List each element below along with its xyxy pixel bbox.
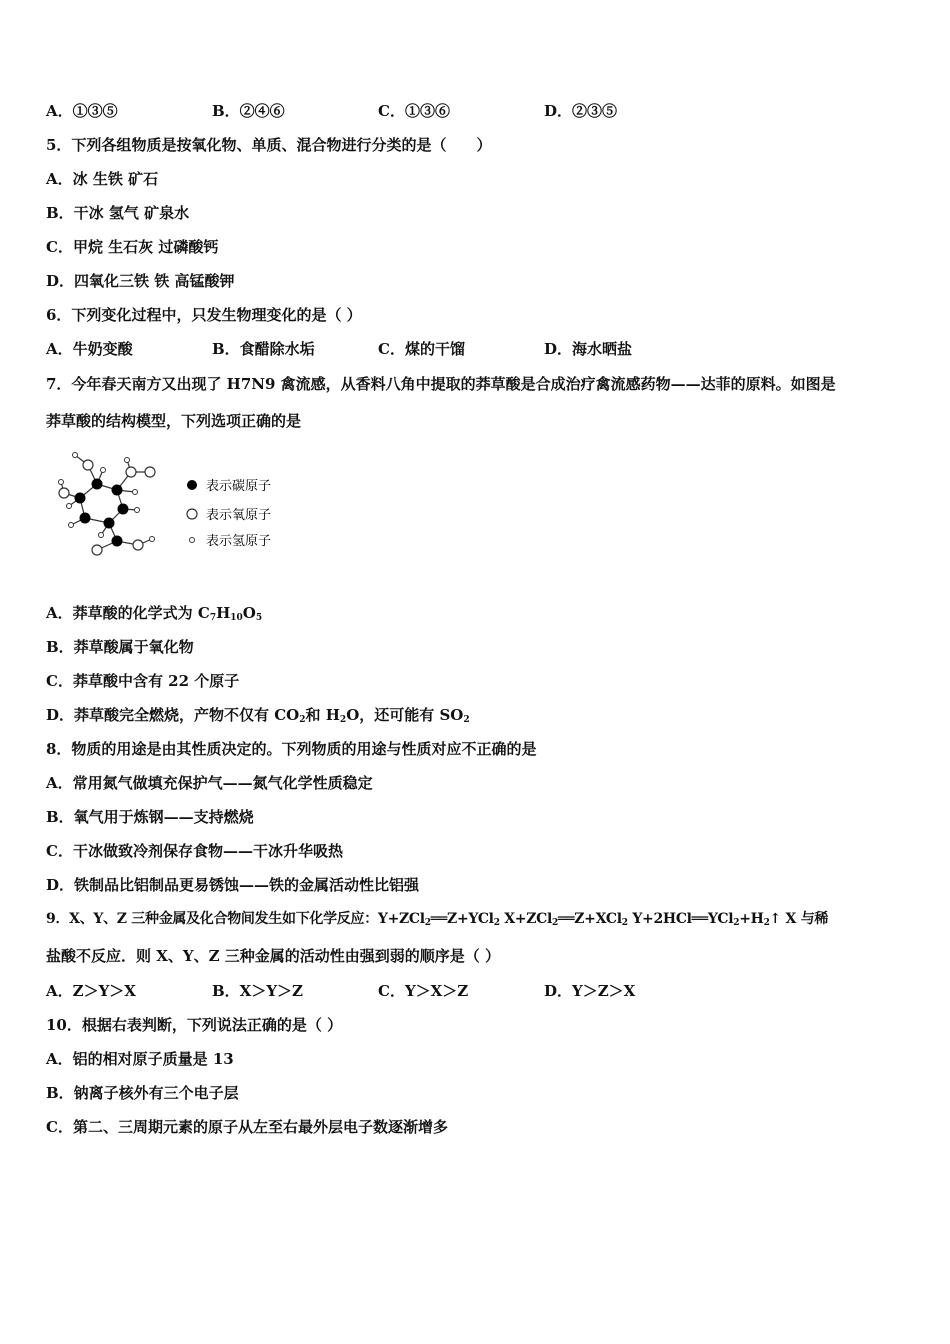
q8-stem: 8．物质的用途是由其性质决定的。下列物质的用途与性质对应不正确的是 bbox=[46, 740, 537, 758]
hydrogen-atom-icon bbox=[190, 538, 195, 543]
q5-option-c[interactable]: C．甲烷 生石灰 过磷酸钙 bbox=[46, 238, 219, 256]
q6-option-a[interactable]: A．牛奶变酸 bbox=[46, 340, 133, 358]
q9-option-b[interactable]: B．X＞Y＞Z bbox=[212, 982, 303, 1000]
carbon-atom-icon bbox=[187, 480, 197, 490]
q4-option-a[interactable]: A．①③⑤ bbox=[46, 102, 118, 120]
q5-option-d[interactable]: D．四氧化三铁 铁 高锰酸钾 bbox=[46, 272, 235, 290]
q6-option-d[interactable]: D．海水晒盐 bbox=[544, 340, 633, 358]
q8-option-c[interactable]: C．干冰做致冷剂保存食物——干冰升华吸热 bbox=[46, 842, 343, 860]
q10-option-c[interactable]: C．第二、三周期元素的原子从左至右最外层电子数逐渐增多 bbox=[46, 1118, 448, 1136]
q8-option-a[interactable]: A．常用氮气做填充保护气——氮气化学性质稳定 bbox=[46, 774, 373, 792]
q7-stem-line1: 7．今年春天南方又出现了 H7N9 禽流感，从香料八角中提取的莽草酸是合成治疗禽流感药物——达菲的原料。如图是 bbox=[46, 375, 836, 393]
q7-option-d[interactable]: D．莽草酸完全燃烧，产物不仅有 $CO_2$和 $H_2O$，还可能有 $SO_2$ bbox=[46, 706, 470, 725]
q9-option-a[interactable]: A．Z＞Y＞X bbox=[46, 982, 136, 1000]
q7-option-a[interactable]: A．莽草酸的化学式为 $C_7H_{10}O_5$ bbox=[46, 604, 263, 623]
q4-option-d[interactable]: D．②③⑤ bbox=[544, 102, 618, 120]
q6-option-c[interactable]: C．煤的干馏 bbox=[378, 340, 465, 358]
legend-oxygen-label: 表示氧原子 bbox=[206, 508, 272, 523]
legend-carbon-label: 表示碳原子 bbox=[206, 479, 272, 494]
q10-stem: 10．根据右表判断，下列说法正确的是（ ） bbox=[46, 1016, 343, 1034]
q6-option-b[interactable]: B．食醋除水垢 bbox=[212, 340, 315, 358]
q9-option-d[interactable]: D．Y＞Z＞X bbox=[544, 982, 636, 1000]
q7-option-b[interactable]: B．莽草酸属于氧化物 bbox=[46, 638, 194, 656]
q7-option-c[interactable]: C．莽草酸中含有 22 个原子 bbox=[46, 672, 240, 690]
q4-options bbox=[46, 101, 710, 121]
q7-stem-line2: 莽草酸的结构模型，下列选项正确的是 bbox=[46, 412, 302, 430]
model-legend bbox=[187, 478, 271, 549]
q10-option-b[interactable]: B．钠离子核外有三个电子层 bbox=[46, 1084, 239, 1102]
q5-option-b[interactable]: B．干冰 氢气 矿泉水 bbox=[46, 204, 190, 222]
q5-stem: 5．下列各组物质是按氧化物、单质、混合物进行分类的是（ ） bbox=[46, 136, 492, 154]
q8-option-b[interactable]: B．氧气用于炼钢——支持燃烧 bbox=[46, 808, 254, 826]
q4-option-b[interactable]: B．②④⑥ bbox=[212, 102, 285, 120]
q10-option-a[interactable]: A．铝的相对原子质量是 13 bbox=[46, 1050, 234, 1068]
q8-option-d[interactable]: D．铁制品比铝制品更易锈蚀——铁的金属活动性比铝强 bbox=[46, 876, 420, 894]
q6-stem: 6．下列变化过程中，只发生物理变化的是（ ） bbox=[46, 306, 362, 324]
q9-options bbox=[46, 981, 710, 1001]
shikimic-acid-structure-model bbox=[55, 448, 295, 563]
legend-hydrogen-label: 表示氢原子 bbox=[206, 534, 272, 549]
q9-option-c[interactable]: C．Y＞X＞Z bbox=[378, 982, 469, 1000]
q9-stem-line1: 9．X、Y、Z 三种金属及化合物间发生如下化学反应：Y+ZCl$_2$══Z+YCl$_2$ X+ZCl$_2$══Z+XCl$_2$ $Y+2HCl══YCl_2+H_2↑$ X 与稀 bbox=[46, 911, 829, 928]
q9-stem-line2: 盐酸不反应．则 X、Y、Z 三种金属的活动性由强到弱的顺序是（ ） bbox=[46, 947, 500, 965]
oxygen-atom-icon bbox=[187, 509, 197, 519]
q6-options bbox=[46, 339, 710, 359]
q5-option-a[interactable]: A．冰 生铁 矿石 bbox=[46, 170, 159, 188]
q4-option-c[interactable]: C．①③⑥ bbox=[378, 102, 450, 120]
